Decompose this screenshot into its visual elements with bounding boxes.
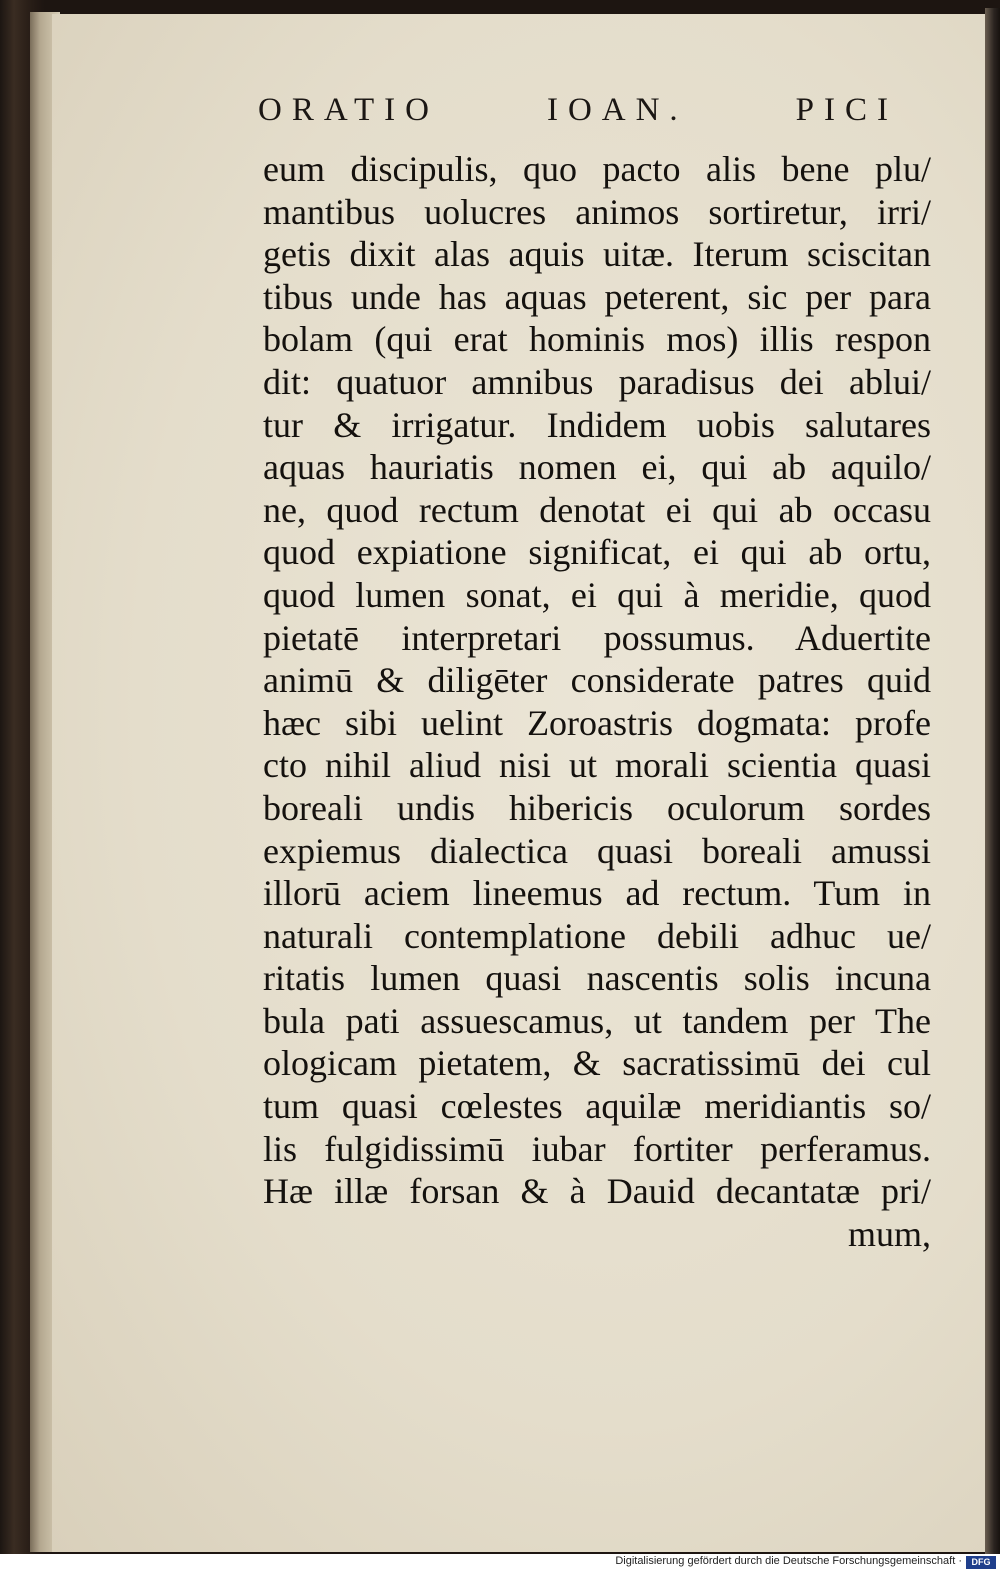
text-line: ne, quod rectum denotat ei qui ab occasu [263, 489, 931, 530]
text-line: tibus unde has aquas peterent, sic per para [263, 276, 931, 317]
text-line: hæc sibi uelint Zoroastris dogmata: profe [263, 702, 931, 743]
text-line: boreali undis hibericis oculorum sordes [263, 787, 931, 828]
text-line: eum discipulis, quo pacto alis bene plu/ [263, 149, 931, 189]
running-head [258, 92, 898, 129]
text-line: getis dixit alas aquis uitæ. Iterum sciscitan [263, 234, 931, 275]
text-line: naturali contemplatione debili adhuc ue/ [263, 915, 931, 956]
text-line: tur & irrigatur. Indidem uobis salutares [263, 404, 931, 445]
text-line: animū & diligēter considerate patres quid [263, 660, 931, 701]
running-head-word: ORATIO [258, 92, 439, 128]
text-line: quod expiatione significat, ei qui ab ortu, [263, 532, 931, 573]
text-line: mantibus uolucres animos sortiretur, irri/ [263, 191, 931, 232]
text-line: ologicam pietatem, & sacratissimū dei cul [263, 1043, 931, 1084]
page-right-shadow [985, 8, 1000, 1560]
text-line: aquas hauriatis nomen ei, qui ab aquilo/ [263, 447, 931, 488]
text-line: dit: quatuor amnibus paradisus dei ablui/ [263, 361, 931, 402]
text-line: expiemus dialectica quasi boreali amussi [263, 830, 931, 871]
running-head-word: PICI [795, 92, 898, 128]
text-line: Hæ illæ forsan & à Dauid decantatæ pri/ [263, 1171, 931, 1212]
running-head-word: IOAN. [546, 92, 688, 128]
text-line: cto nihil aliud nisi ut morali scientia quasi [263, 745, 931, 786]
funding-notice: Digitalisierung gefördert durch die Deutsche Forschungsgemeinschaft · [615, 1555, 962, 1567]
text-line: illorū aciem lineemus ad rectum. Tum in [263, 873, 931, 914]
footer-bar [0, 1554, 1000, 1571]
text-line: bula pati assuescamus, ut tandem per The [263, 1000, 931, 1041]
text-line: tum quasi cœlestes aquilæ meridiantis so/ [263, 1086, 931, 1127]
dfg-logo-icon: DFG [966, 1556, 996, 1569]
text-line: ritatis lumen quasi nascentis solis incuna [263, 958, 931, 999]
catchword: mum, [847, 1213, 931, 1254]
text-line: bolam (qui erat hominis mos) illis respon [263, 319, 931, 360]
text-line: pietatē interpretari possumus. Aduertite [263, 617, 931, 658]
text-line: quod lumen sonat, ei qui à meridie, quod [263, 574, 931, 615]
text-line: lis fulgidissimū iubar fortiter perferamus. [263, 1128, 931, 1169]
body-text [263, 148, 931, 1255]
